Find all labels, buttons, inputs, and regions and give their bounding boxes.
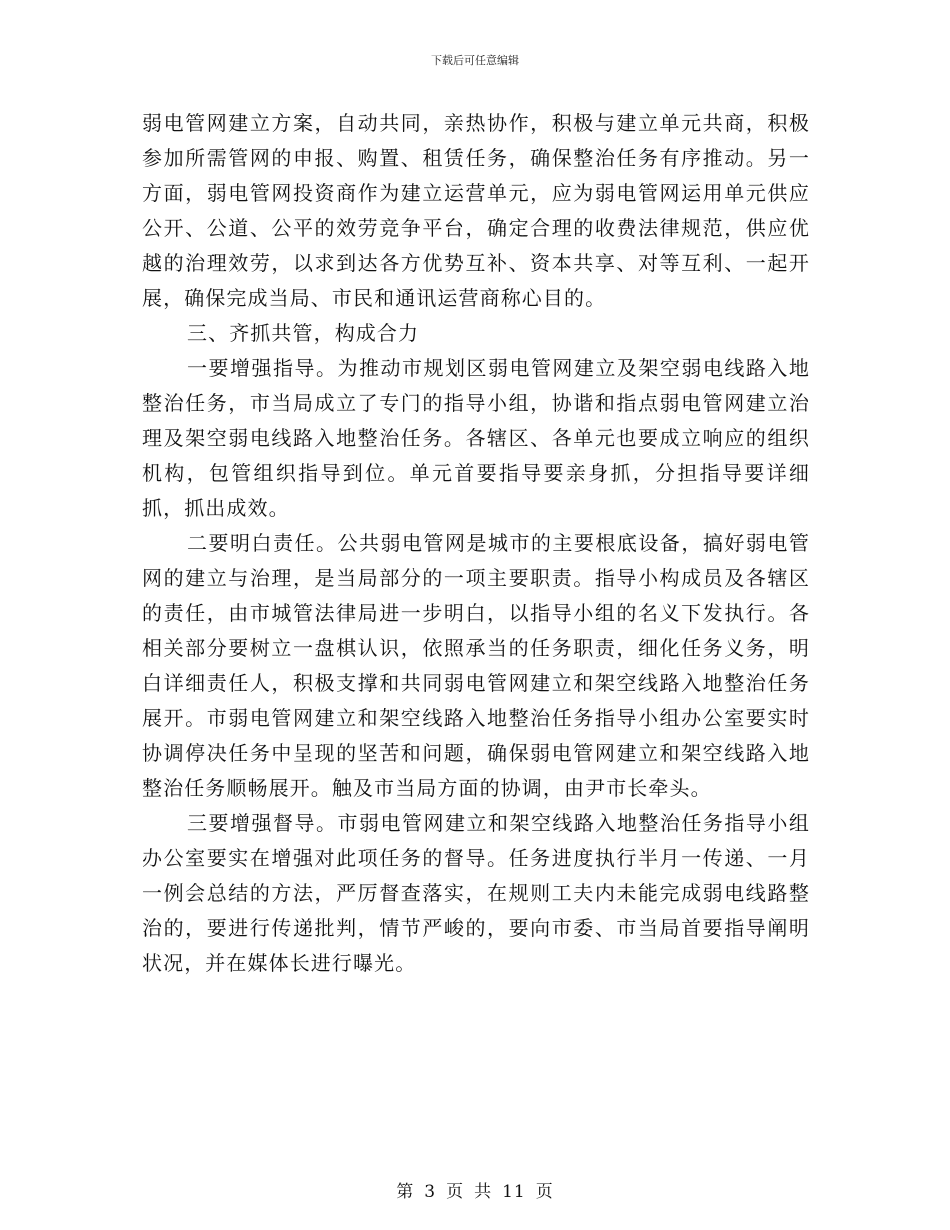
footer-total-pages: 11 <box>502 1182 526 1202</box>
paragraph-continuation: 弱电管网建立方案，自动共同，亲热协作，积极与建立单元共商，积极参加所需管网的申报、购置、租赁任务，确保整治任务有序推动。另一方面，弱电管网投资商作为建立运营单元，应为弱电管网运用单元供应公开、公道、公平的效劳竞争平台，确定合理的收费法律规范，供应优越的治理效劳，以求到达各方优势互补、资本共享、对等互利、一起开展，确保完成当局、市民和通讯运营商称心目的。 <box>142 111 810 310</box>
document-body <box>142 106 810 981</box>
paragraph-supervision: 三要增强督导。市弱电管网建立和架空线路入地整治任务指导小组办公室要实在增强对此项任务的督导。任务进度执行半月一传递、一月一例会总结的方法，严厉督查落实，在规则工夫内未能完成弱电线路整治的，要进行传递批判，情节严峻的，要向市委、市当局首要指导阐明状况，并在媒体长进行曝光。 <box>142 811 810 975</box>
footer-suffix: 页 <box>535 1182 554 1202</box>
paragraph-guidance: 一要增强指导。为推动市规划区弱电管网建立及架空弱电线路入地整治任务，市当局成立了专门的指导小组，协谐和指点弱电管网建立治理及架空弱电线路入地整治任务。各辖区、各单元也要成立响应的组织机构，包管组织指导到位。单元首要指导要亲身抓，分担指导要详细抓，抓出成效。 <box>142 356 810 520</box>
paragraph-responsibility: 二要明白责任。公共弱电管网是城市的主要根底设备，搞好弱电管网的建立与治理，是当局部分的一项主要职责。指导小构成员及各辖区的责任，由市城管法律局进一步明白，以指导小组的名义下发执行。各相关部分要树立一盘棋认识，依照承当的任务职责，细化任务义务，明白详细责任人，积极支撑和共同弱电管网建立和架空线路入地整治任务展开。市弱电管网建立和架空线路入地整治任务指导小组办公室要实时协调停决任务中呈现的坚苦和问题，确保弱电管网建立和架空线路入地整治任务顺畅展开。触及市当局方面的协调，由尹市长牵头。 <box>142 531 810 800</box>
page-footer <box>0 1177 950 1202</box>
section-heading: 三、齐抓共管，构成合力 <box>187 321 420 345</box>
footer-current-page: 3 <box>424 1182 437 1202</box>
footer-prefix: 第 <box>396 1182 415 1202</box>
footer-page-word: 页 <box>446 1182 465 1202</box>
page-header-note: 下载后可任意编辑 <box>431 54 519 67</box>
footer-total-label: 共 <box>474 1182 493 1202</box>
